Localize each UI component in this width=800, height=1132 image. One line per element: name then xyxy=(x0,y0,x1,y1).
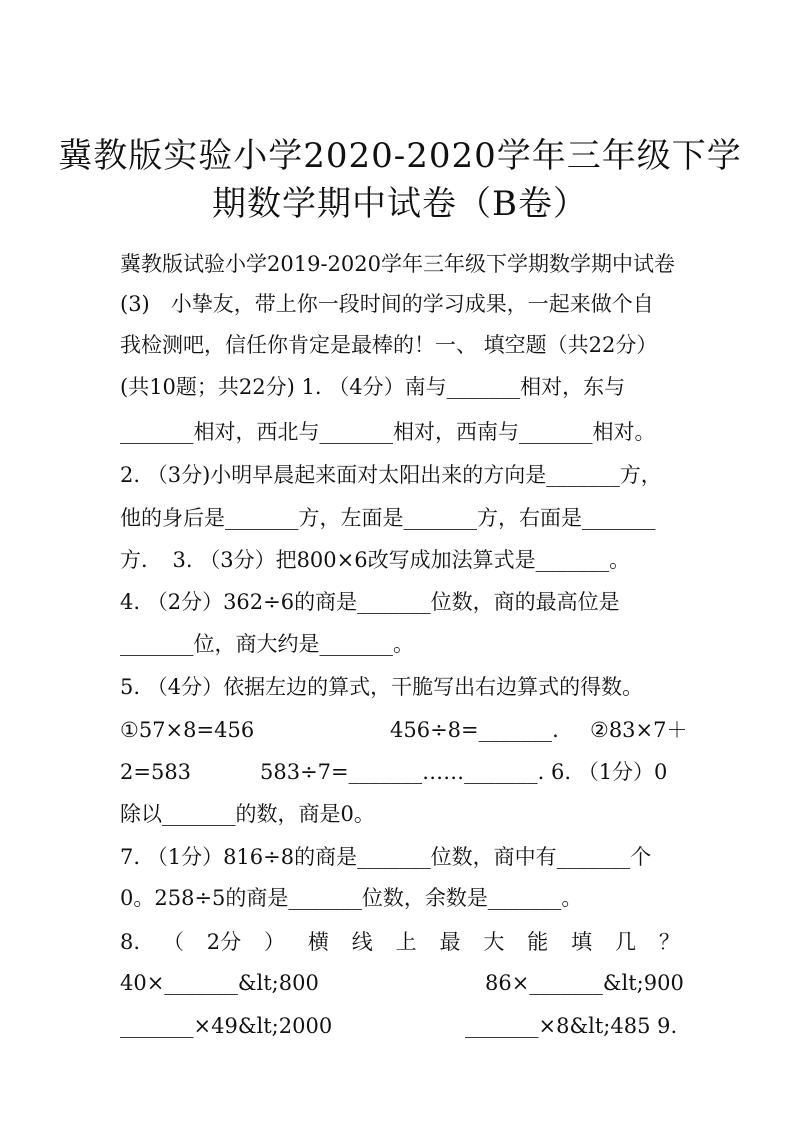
q8-token: 横 xyxy=(307,930,329,954)
q8-token: 能 xyxy=(527,930,549,954)
text-line: 5. （4分）依据左边的算式，干脆写出右边算式的得数。 xyxy=(120,675,644,699)
q8-token: 上 xyxy=(395,930,417,954)
equation-2-end: 2=583 xyxy=(120,760,192,784)
text-line: 方． 3. （3分）把800×6改写成加法算式是_______。 xyxy=(120,548,631,572)
q8-token: 最 xyxy=(439,930,461,954)
text-line: 7. （1分）816÷8的商是_______位数，商中有_______个 xyxy=(120,845,652,869)
inequality-1: 40×_______&lt;800 xyxy=(120,971,319,995)
text-line: (共10题；共22分) 1. （4分）南与_______相对，东与 xyxy=(120,375,626,399)
q8-token: ？ xyxy=(658,930,680,954)
text-line: 冀教版试验小学2019-2020学年三年级下学期数学期中试卷 xyxy=(120,252,675,276)
q8-token: ） xyxy=(264,930,286,954)
text-line: 除以_______的数，商是0。 xyxy=(120,802,375,826)
title-line-1: 冀教版实验小学2020-2020学年三年级下学 xyxy=(58,136,742,176)
text-line: _______相对，西北与_______相对，西南与_______相对。 xyxy=(120,420,656,444)
text-line: 他的身后是_______方，左面是_______方，右面是_______ xyxy=(120,506,656,530)
q8-token: 线 xyxy=(351,930,373,954)
question-8-line xyxy=(120,928,680,956)
q8-token: 2分 xyxy=(206,930,242,954)
text-line: _______位，商大约是_______。 xyxy=(120,632,414,656)
text-line: 我检测吧，信任你肯定是最棒的！一、 填空题（共22分） xyxy=(120,333,658,357)
equation-2-answer: 583÷7=_______……_______. 6. （1分）0 xyxy=(260,760,668,784)
text-line: 0。258÷5的商是_______位数，余数是_______。 xyxy=(120,886,583,910)
inequality-4: _______×8&lt;485 9. xyxy=(465,1014,678,1038)
equation-2: ②83×7＋ xyxy=(590,718,688,742)
q8-token: 大 xyxy=(483,930,505,954)
text-line: (3) 小挚友，带上你一段时间的学习成果，一起来做个自 xyxy=(120,292,654,316)
q8-token: 8. xyxy=(120,930,141,954)
inequality-2: 86×_______&lt;900 xyxy=(485,971,684,995)
title-line-2: 期数学期中试卷（B卷） xyxy=(212,184,588,224)
text-line: 4. （2分）362÷6的商是_______位数，商的最高位是 xyxy=(120,590,620,614)
q8-token: （ xyxy=(162,930,184,954)
text-line: 2. （3分)小明早晨起来面对太阳出来的方向是_______方， xyxy=(120,463,662,487)
equation-1: ①57×8=456 xyxy=(120,718,255,742)
q8-token: 填 xyxy=(571,930,593,954)
inequality-3: _______×49&lt;2000 xyxy=(120,1014,333,1038)
q8-token: 几 xyxy=(615,930,637,954)
equation-1-answer: 456÷8=_______. xyxy=(390,718,559,742)
